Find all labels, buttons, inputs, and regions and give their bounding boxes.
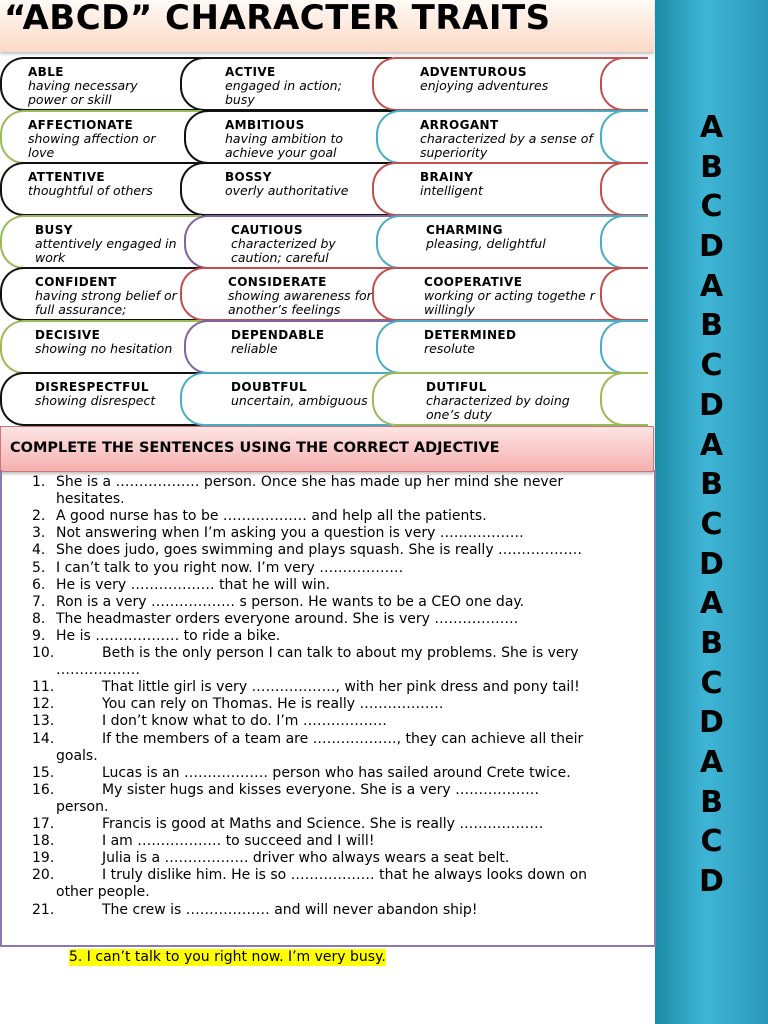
trait-definition: enjoying adventures — [420, 78, 549, 93]
sentence-text: The crew is ……………… and will never abandon ship! — [102, 901, 478, 918]
trait-entry — [420, 170, 595, 198]
sentence-text: I don’t know what to do. I’m ……………… — [102, 713, 387, 730]
sentence-text: Not answering when I’m asking you a question is very ……………… — [56, 525, 524, 542]
trait-entry — [225, 65, 375, 107]
sentence-text: Beth is the only person I can talk to about my problems. She is very — [102, 645, 579, 661]
sentence-number: 19. — [32, 850, 55, 867]
trait-definition: engaged in action; busy — [225, 78, 342, 107]
sentence-number: 15. — [32, 764, 55, 781]
trait-name: COOPERATIVE — [424, 275, 523, 289]
sidebar-letter: D — [699, 864, 724, 900]
trait-entry — [28, 170, 178, 198]
sidebar-letter: A — [699, 586, 724, 622]
trait-entry — [426, 223, 601, 251]
trait-entry — [420, 65, 595, 93]
trait-name: ADVENTUROUS — [420, 65, 527, 79]
trait-entry — [231, 223, 381, 265]
sentence-number: 11. — [32, 679, 55, 696]
sentence-text: The headmaster orders everyone around. She is very ……………… — [56, 610, 519, 627]
trait-tab-end — [600, 267, 648, 321]
sentence-number: 17. — [32, 816, 55, 832]
instruction-heading: COMPLETE THE SENTENCES USING THE CORRECT ADJECTIVE — [10, 440, 500, 456]
trait-name: CONSIDERATE — [228, 275, 327, 289]
sentence-number: 20. — [32, 867, 55, 884]
sentence-number: 16. — [32, 781, 55, 798]
sentence-text: He is ……………… to ride a bike. — [56, 627, 281, 644]
sentence-text: She does judo, goes swimming and plays squash. She is really ……………… — [56, 542, 583, 559]
trait-entry — [231, 380, 381, 408]
trait-name: DECISIVE — [35, 327, 101, 342]
sentence-text: You can rely on Thomas. He is really ……………… — [102, 696, 444, 713]
sentence-text: A good nurse has to be ……………… and help all the patients. — [56, 508, 487, 525]
trait-tab-end — [600, 110, 648, 164]
trait-definition: thoughtful of others — [28, 183, 153, 198]
sidebar-letter: A — [699, 427, 724, 463]
sidebar-letter: D — [699, 705, 724, 741]
sentence-text: I can’t talk to you right now. I’m very ……………… — [56, 559, 404, 576]
trait-name: DOUBTFUL — [231, 380, 308, 394]
trait-name: ARROGANT — [420, 117, 499, 132]
sentence-text: She is a ……………… person. Once she has made up her mind she never — [56, 474, 564, 490]
trait-definition: showing awareness for another’s feelings — [228, 288, 372, 317]
trait-entry — [225, 170, 375, 198]
sentence-number: 6. — [32, 576, 46, 593]
trait-definition: showing affection or love — [28, 130, 156, 160]
trait-entry — [35, 223, 185, 265]
sentence-text: My sister hugs and kisses everyone. She is a very ……………… — [102, 781, 540, 798]
sentence-number: 7. — [32, 593, 46, 610]
sentence-text: That little girl is very ………………, with her pink dress and pony tail! — [102, 679, 580, 696]
trait-entry — [35, 380, 185, 408]
trait-name: ATTENTIVE — [28, 170, 105, 184]
sidebar-letter: D — [699, 387, 724, 423]
trait-entry — [28, 118, 178, 160]
trait-entry — [420, 118, 595, 160]
sidebar-letter: D — [699, 229, 724, 265]
sidebar-letter: C — [700, 189, 723, 225]
sentence-number: 8. — [32, 610, 46, 627]
trait-definition: having necessary power or skill — [28, 78, 138, 107]
sidebar-letter: C — [700, 665, 723, 701]
trait-definition: characterized by caution; careful — [231, 235, 336, 265]
trait-name: BRAINY — [420, 170, 474, 184]
page-title: “ABCD” CHARACTER TRAITS — [4, 0, 551, 38]
sidebar-letter: C — [700, 824, 723, 860]
trait-name: CAUTIOUS — [231, 222, 303, 237]
trait-entry — [35, 328, 185, 356]
trait-entry — [424, 275, 599, 317]
highlighted-answer: 5. I can’t talk to you right now. I’m very busy. — [69, 949, 386, 965]
sidebar-letter: B — [700, 784, 723, 820]
sidebar-letter: C — [700, 348, 723, 384]
sentence-number: 4. — [32, 542, 46, 559]
trait-name: DUTIFUL — [426, 380, 487, 394]
sidebar-letter: B — [700, 308, 723, 344]
sidebar-letter: B — [700, 625, 723, 661]
sentence-text: ……………… — [56, 662, 140, 679]
sentence-number: 18. — [32, 833, 55, 850]
sentence-text: other people. — [56, 884, 150, 901]
trait-name: CHARMING — [426, 222, 503, 237]
trait-name: ACTIVE — [225, 65, 276, 79]
trait-definition: showing disrespect — [35, 393, 156, 408]
sentence-text: I am ……………… to succeed and I will! — [102, 833, 375, 850]
trait-name: ABLE — [28, 65, 64, 79]
trait-entry — [424, 328, 599, 356]
letter-sidebar — [655, 0, 768, 1024]
trait-name: DEPENDABLE — [231, 327, 325, 342]
sentence-text: goals. — [56, 747, 98, 764]
trait-definition: overly authoritative — [225, 183, 349, 198]
trait-definition: resolute — [424, 340, 475, 356]
sentence-number: 9. — [32, 627, 46, 644]
sidebar-letter: D — [699, 546, 724, 582]
trait-entry — [228, 275, 378, 317]
trait-name: BOSSY — [225, 170, 272, 184]
trait-definition: showing no hesitation — [35, 340, 173, 356]
sentence-number: 5. — [32, 559, 46, 576]
sidebar-letter: B — [700, 467, 723, 503]
sidebar-letter: A — [699, 110, 724, 145]
trait-tab-end — [600, 57, 648, 111]
trait-definition: characterized by doing one’s duty — [426, 393, 570, 422]
sentence-text: Julia is a ……………… driver who always wears a seat belt. — [102, 850, 510, 867]
trait-entry — [426, 380, 601, 422]
trait-entry — [35, 275, 185, 317]
trait-entry — [231, 328, 381, 356]
trait-definition: uncertain, ambiguous — [231, 393, 368, 408]
sentence-text: I truly dislike him. He is so ……………… that he always looks down on — [102, 867, 588, 884]
letter-column — [655, 108, 768, 902]
sentence-text: Francis is good at Maths and Science. She is really ……………… — [102, 816, 544, 832]
sidebar-letter: B — [700, 149, 723, 185]
trait-name: DISRESPECTFUL — [35, 380, 149, 394]
sentence-text: Ron is a very ……………… s person. He wants to be a CEO one day. — [56, 593, 525, 610]
sentence-number: 1. — [32, 474, 46, 490]
sentence-text: Lucas is an ……………… person who has sailed around Crete twice. — [102, 764, 571, 781]
sentence-text: person. — [56, 798, 109, 815]
trait-entry — [28, 65, 178, 107]
traits-grid — [0, 55, 655, 425]
instruction-bar — [0, 426, 654, 472]
sidebar-letter: C — [700, 506, 723, 542]
trait-tab-end — [600, 372, 648, 426]
trait-entry — [225, 118, 375, 160]
trait-definition: working or acting togethe r willingly — [424, 288, 595, 317]
trait-definition: attentively engaged in work — [35, 235, 177, 265]
sentence-text: hesitates. — [56, 491, 125, 508]
sentence-number: 13. — [32, 713, 55, 730]
sentence-text: He is very ……………… that he will win. — [56, 576, 331, 593]
sentence-number: 10. — [32, 645, 55, 661]
trait-name: AMBITIOUS — [225, 117, 305, 132]
trait-name: AFFECTIONATE — [28, 117, 134, 132]
sentence-number: 2. — [32, 508, 46, 525]
trait-definition: characterized by a sense of superiority — [420, 130, 593, 160]
sentence-number: 3. — [32, 525, 46, 542]
trait-name: CONFIDENT — [35, 275, 117, 289]
trait-definition: reliable — [231, 340, 278, 356]
sidebar-letter: A — [699, 268, 724, 304]
sentence-text: If the members of a team are ………………, they can achieve all their — [102, 730, 584, 747]
sidebar-letter: A — [699, 745, 724, 780]
sentence-number: 14. — [32, 730, 55, 747]
trait-definition: pleasing, delightful — [426, 235, 546, 251]
title-bar — [0, 0, 654, 52]
trait-tab-end — [600, 162, 648, 216]
trait-definition: having strong belief or full assurance; — [35, 288, 177, 317]
trait-tab-end — [600, 215, 648, 269]
sentence-number: 21. — [32, 901, 55, 918]
sentence-number: 12. — [32, 696, 55, 713]
trait-tab-end — [600, 320, 648, 374]
trait-name: DETERMINED — [424, 327, 517, 342]
trait-name: BUSY — [35, 222, 73, 237]
trait-definition: having ambition to achieve your goal — [225, 130, 343, 160]
trait-definition: intelligent — [420, 183, 483, 198]
